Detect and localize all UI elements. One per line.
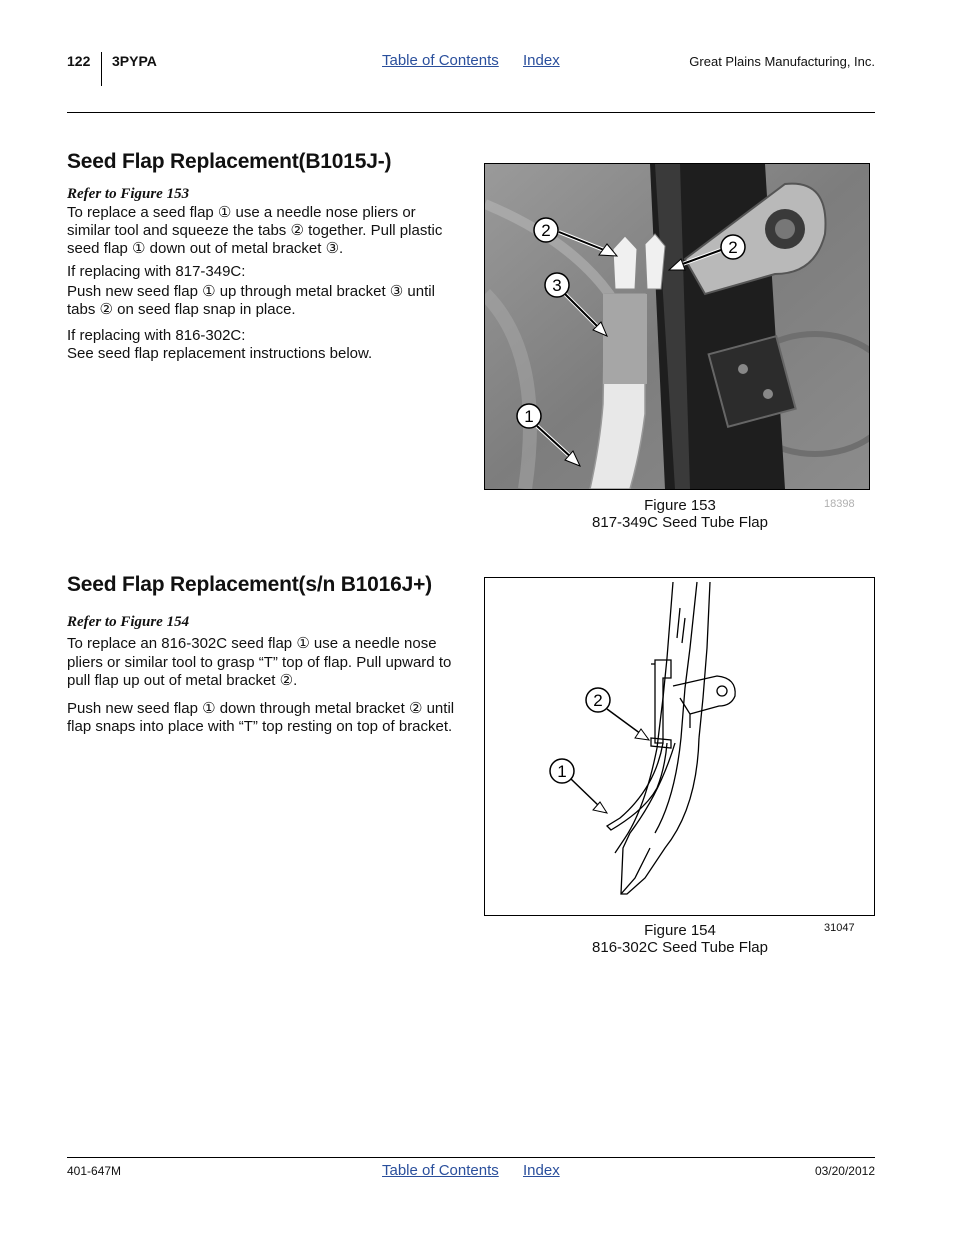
seed-tube-line-drawing — [485, 578, 874, 915]
callout-1 — [550, 759, 574, 783]
callout-3 — [545, 273, 569, 297]
figure-153-label: Figure 153 — [644, 497, 716, 514]
model-name: 3PYPA — [112, 53, 157, 69]
header-divider — [101, 52, 102, 86]
svg-text:1: 1 — [524, 407, 534, 426]
callout-2-right — [721, 235, 745, 259]
svg-text:1: 1 — [557, 762, 567, 781]
svg-text:2: 2 — [593, 691, 603, 710]
paragraph-816-heading: If replacing with 816-302C: — [67, 327, 246, 344]
paragraph-817-instructions: Push new seed flap ① up through metal bracket ③ until tabs ② on seed flap snap in place. — [67, 283, 435, 318]
document-number: 401-647M — [67, 1164, 122, 1178]
callout-2 — [586, 688, 610, 712]
figure-reference: Refer to Figure 153 — [67, 186, 190, 202]
figure-154-caption — [560, 922, 800, 956]
figure-153-photo — [484, 163, 870, 490]
figure-154-title: 816-302C Seed Tube Flap — [592, 939, 768, 956]
section-title-b1016j: Seed Flap Replacement(s/n B1016J+) — [67, 573, 432, 596]
figure-153-image-number: 18398 — [824, 498, 855, 510]
company-name: Great Plains Manufacturing, Inc. — [689, 54, 875, 69]
footer-index-link[interactable]: Index — [523, 1162, 560, 1179]
figure-153-caption — [560, 497, 800, 531]
paragraph-817-heading: If replacing with 817-349C: — [67, 263, 246, 280]
page-number: 122 — [67, 53, 91, 69]
paragraph-816-instructions: See seed flap replacement instructions below. — [67, 345, 373, 362]
figure-154-image-number: 31047 — [824, 922, 855, 934]
callout-1 — [517, 404, 541, 428]
figure-reference: Refer to Figure 154 — [67, 614, 190, 630]
footer-toc-link[interactable]: Table of Contents — [382, 1162, 499, 1179]
svg-text:3: 3 — [552, 276, 562, 295]
seed-tube-photo — [485, 164, 869, 489]
svg-text:2: 2 — [541, 221, 551, 240]
header-rule — [67, 112, 875, 113]
publication-date: 03/20/2012 — [814, 1164, 875, 1178]
callout-2-left — [534, 218, 558, 242]
header-index-link[interactable]: Index — [523, 52, 560, 69]
figure-154-drawing — [484, 577, 875, 916]
footer-rule — [67, 1157, 875, 1158]
paragraph-remove-flap: To replace a seed flap ① use a needle nose pliers or similar tool and squeeze the tabs ② together. Pull plastic seed flap ① down out of metal bracket ③. — [67, 204, 443, 257]
header-toc-link[interactable]: Table of Contents — [382, 52, 499, 69]
svg-text:2: 2 — [728, 238, 738, 257]
paragraph-install-816-flap: Push new seed flap ① down through metal bracket ② until flap snaps into place with “T” top resting on top of bracket. — [67, 700, 455, 735]
section-title-b1015j: Seed Flap Replacement(B1015J-) — [67, 150, 392, 173]
figure-153-title: 817-349C Seed Tube Flap — [592, 514, 768, 531]
figure-154-label: Figure 154 — [644, 922, 716, 939]
paragraph-remove-816-flap: To replace an 816-302C seed flap ① use a needle nose pliers or similar tool to grasp “T” top of flap. Pull upward to pull flap up out of metal bracket ②. — [67, 635, 452, 689]
